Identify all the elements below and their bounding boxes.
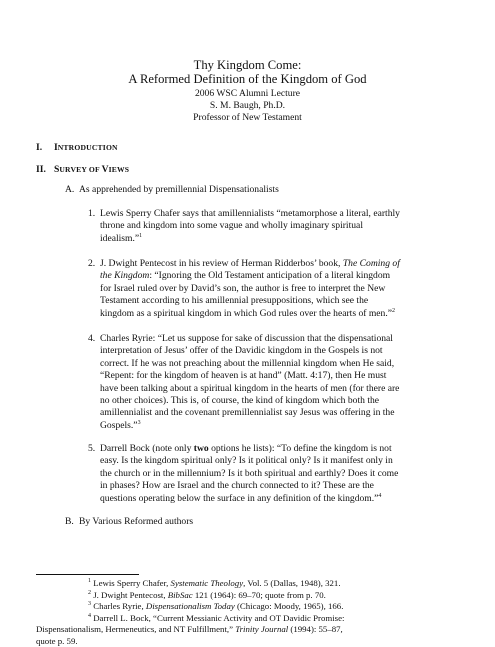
subsection-b [65, 516, 193, 528]
footnote-ref[interactable]: 3 [138, 420, 141, 426]
subsection-text: As apprehended by premillennial Dispensationalists [79, 184, 279, 195]
item-number: 2. [88, 258, 95, 270]
list-item: 5. Darrell Bock (note only two options he lists): “To define the kingdom is not easy. Is the kingdom spiritual only? Is it political only? Is it manifest only in the church or in the millennium? Is it both spiritual and earthly? Does it come in phases? How are Israel and the church connected to it? These are the questions operating below the surface in any definition of the kingdom.”$^4$ [88, 443, 448, 505]
subsection-label: A. [65, 184, 79, 196]
subsection-a [65, 184, 279, 196]
bold-word: two [194, 443, 209, 454]
item-number: 5. [88, 443, 95, 455]
footnote-4-cont2: quote p. 59. [36, 636, 466, 647]
footnote-1: $^1$ Lewis Sperry Chafer, Systematic Theology, Vol. 5 (Dallas, 1948), 321. [36, 578, 466, 590]
footnotes [36, 578, 466, 647]
footnote-ref[interactable]: 2 [392, 307, 395, 313]
position-line: Professor of New Testament [0, 112, 495, 123]
subsection-text: By Various Reformed authors [79, 516, 193, 527]
footnote-4: $^4$ Darrell L. Bock, “Current Messianic Activity and OT Davidic Promise: [36, 613, 466, 625]
section-number: II. [36, 164, 54, 176]
footnote-2: $^2$ J. Dwight Pentecost, BibSac 121 (1964): 69–70; quote from p. 70. [36, 590, 466, 602]
section-heading-introduction: I. INTRODUCTION [36, 142, 118, 154]
section-number: I. [36, 142, 54, 154]
footnote-4-cont: Dispensationalism, Hermeneutics, and NT Fulfillment,” Trinity Journal (1994): 55–87, [36, 624, 466, 636]
lecture-line: 2006 WSC Alumni Lecture [0, 88, 495, 99]
footnote-3: $^3$ Charles Ryrie, Dispensationalism Today (Chicago: Moody, 1965), 166. [36, 601, 466, 613]
item-number: 4. [88, 333, 95, 345]
list-item: 2. J. Dwight Pentecost in his review of Herman Ridderbos’ book, The Coming of the Kingdom: “Ignoring the Old Testament anticipation of a literal kingdom for Israel ruled over by David’s son, the author is free to interpret the New Testament according to his amillennial presuppositions, which see the kingdom as a spiritual kingdom in which God rules over the hearts of men.”$^2$ [88, 258, 448, 320]
section-heading-survey-of-views: II. SURVEY OF VIEWS [36, 164, 129, 176]
list-item: 4. Charles Ryrie: “Let us suppose for sake of discussion that the dispensational interpretation of Jesus’ offer of the Davidic kingdom in the Gospels is not correct. If he was not preaching about the millennial kingdom when He said, “Repent: for the kingdom of heaven is at hand” (Matt. 4:17), then He must have been talking about a spiritual kingdom in the hearts of men (for there are no other choices). This is, of course, the kind of kingdom which both the amillennialist and the covenant premillennialist say Jesus was offering in the Gospels.”$^3$ [88, 333, 448, 432]
footnote-separator [36, 574, 139, 575]
subsection-label: B. [65, 516, 79, 528]
title-line-1: Thy Kingdom Come: [0, 58, 495, 72]
title-line-2: A Reformed Definition of the Kingdom of God [0, 72, 495, 86]
list-item: 1. Lewis Sperry Chafer says that amillennialists “metamorphose a literal, earthly throne and kingdom into some vague and wholly imaginary spiritual idealism.”$^1$ [88, 208, 448, 245]
author-line: S. M. Baugh, Ph.D. [0, 100, 495, 111]
footnote-ref[interactable]: 1 [139, 233, 142, 239]
footnote-ref[interactable]: 4 [378, 492, 381, 498]
item-number: 1. [88, 208, 95, 220]
